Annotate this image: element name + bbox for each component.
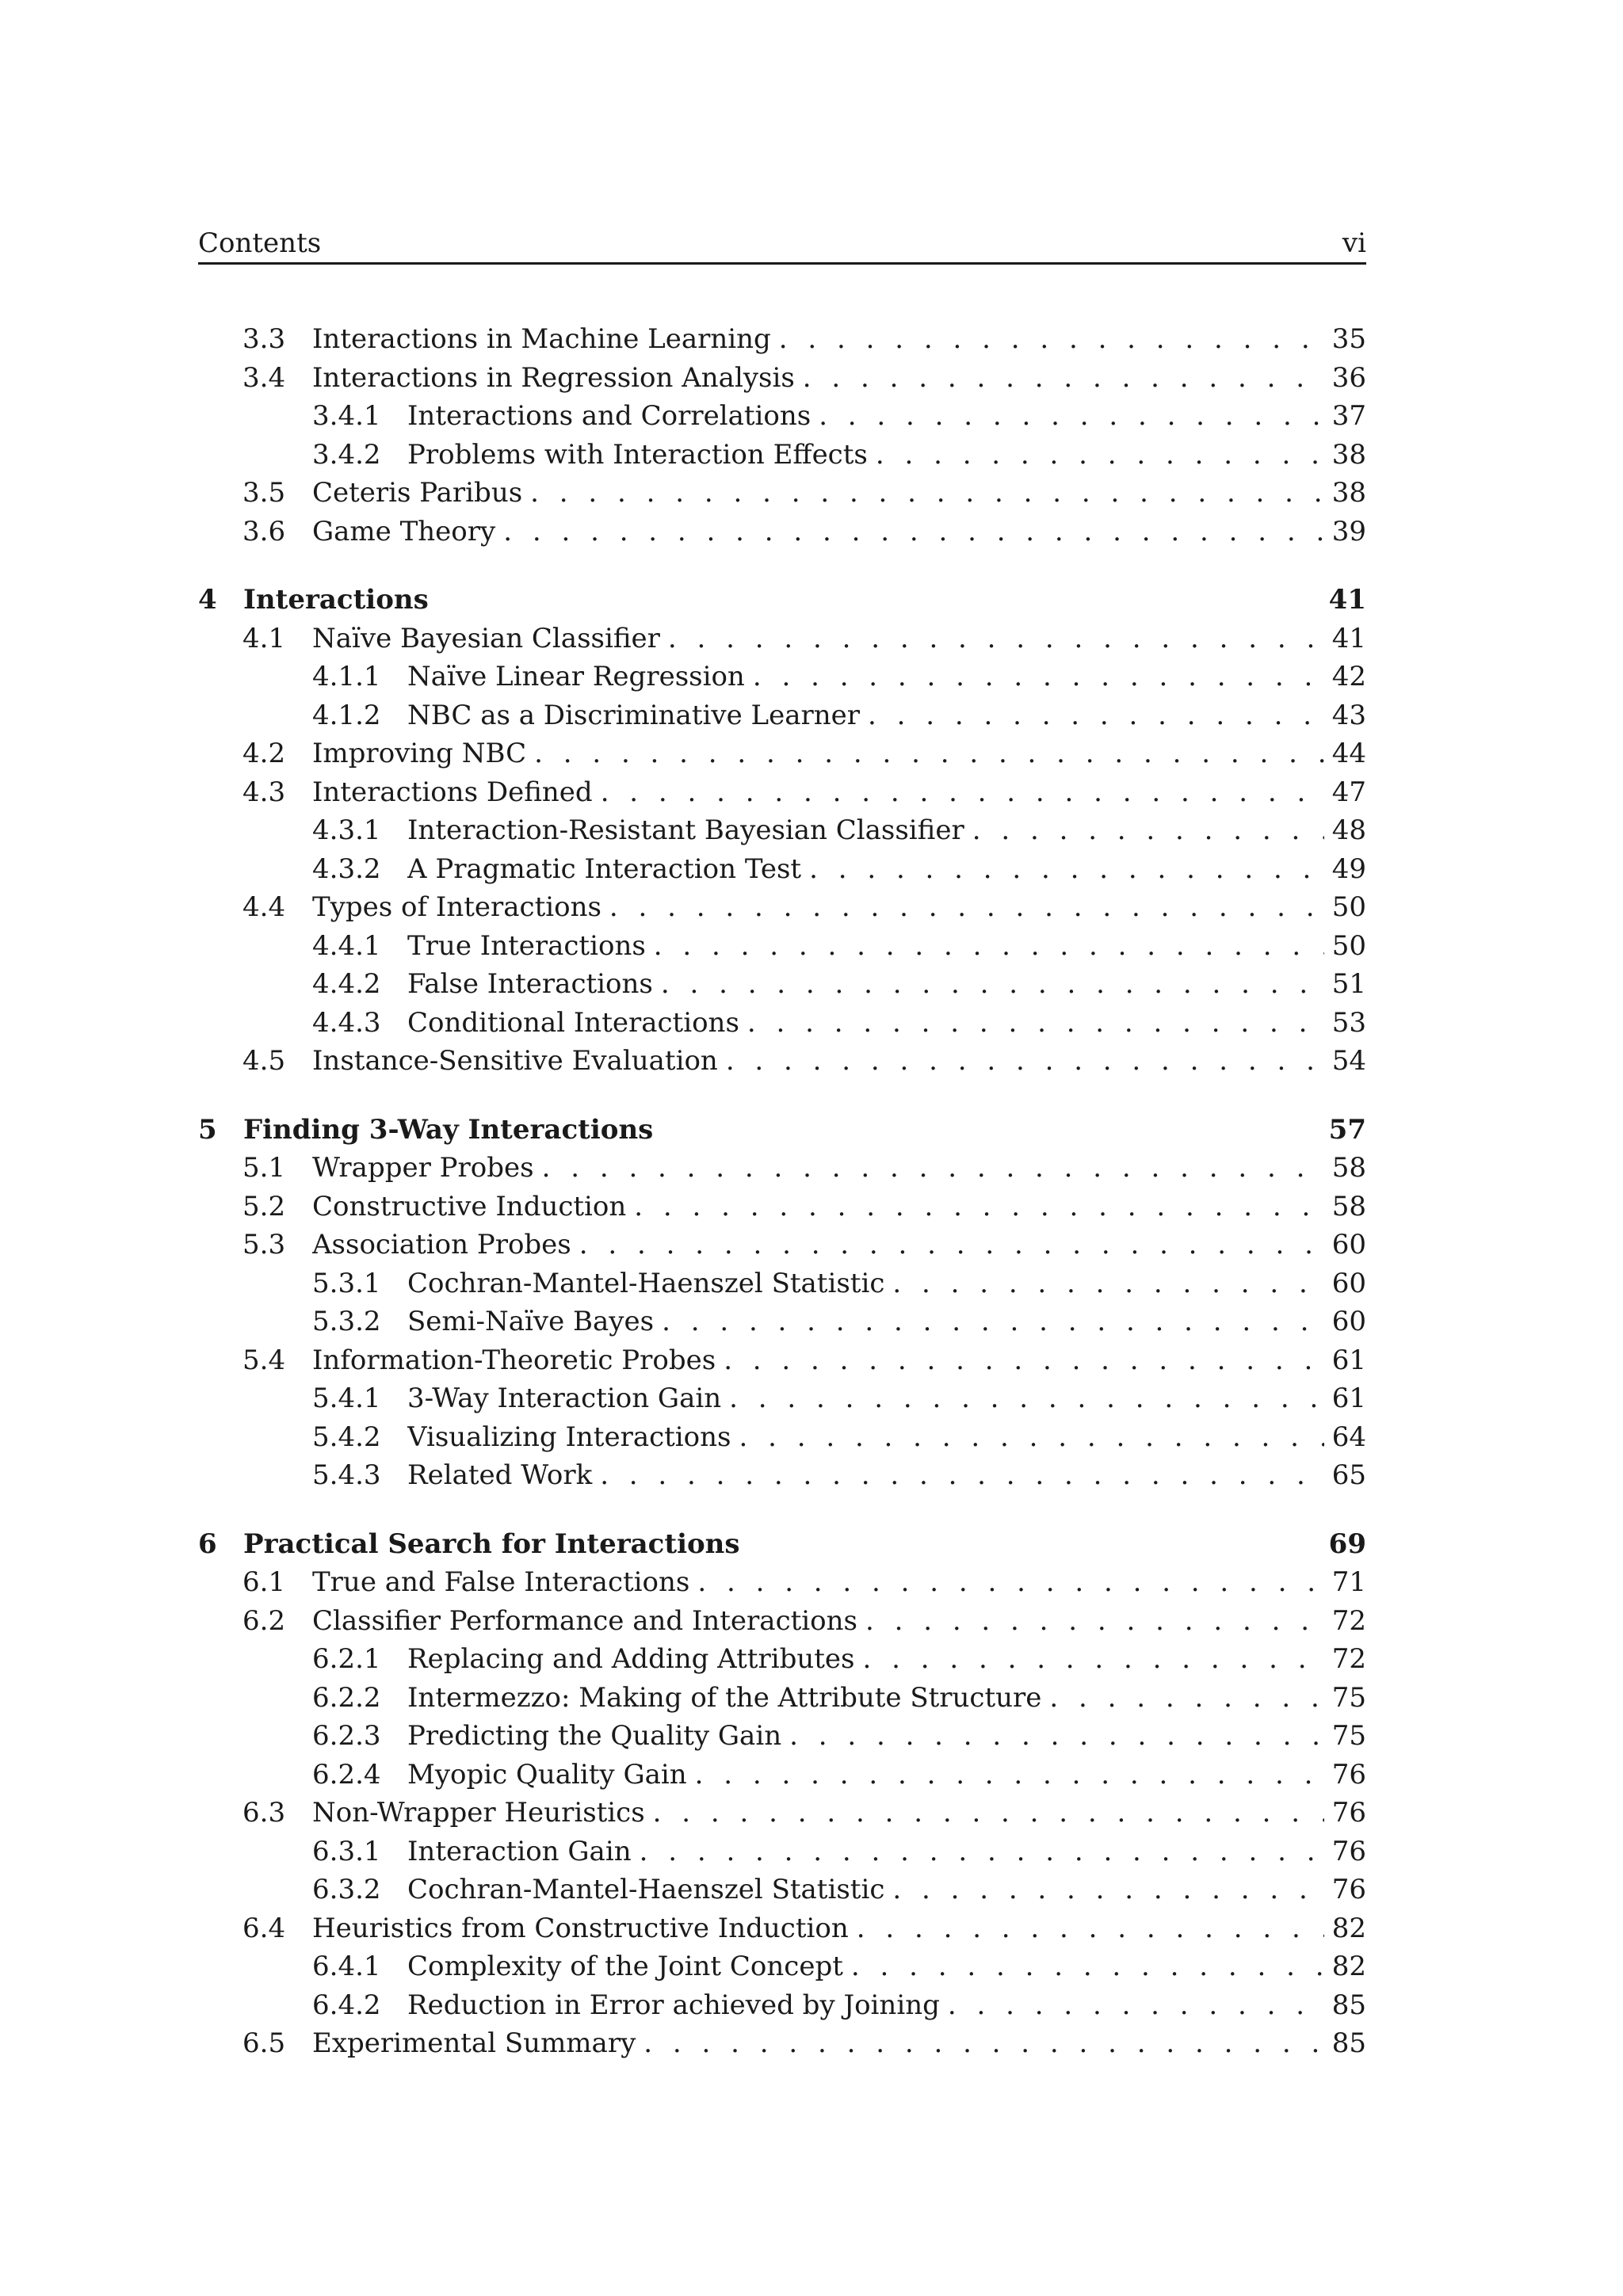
toc-entry-title-wrap [243,1111,1329,1150]
toc-entry-page: 75 [1331,1681,1366,1714]
toc-entry-section[interactable] [198,773,1366,812]
toc-entry-page: 85 [1331,1989,1366,2021]
toc-entry-number: 5.4.1 [312,1383,381,1414]
toc-entry-title-wrap [312,359,1332,398]
toc-entry-page: 58 [1331,1190,1366,1222]
toc-entry-number: 4.5 [242,1045,286,1077]
toc-entry-subsection[interactable] [198,397,1366,436]
toc-entry-title: Instance-Sensitive Evaluation [312,1045,718,1077]
toc-entry-page: 60 [1331,1267,1366,1299]
toc-entry-title-wrap [312,1188,1332,1226]
toc-entry-page: 76 [1331,1797,1366,1829]
toc-entry-title-wrap [407,658,1332,696]
toc-entry-title: Improving NBC [312,738,527,769]
toc-entry-title: Heuristics from Constructive Induction [312,1912,849,1944]
toc-entry-number: 4.3 [242,776,286,808]
toc-entry-page: 65 [1331,1459,1366,1491]
toc-entry-section[interactable] [198,1341,1366,1380]
toc-entry-subsection[interactable] [198,965,1366,1004]
toc-entry-title-wrap [407,1679,1332,1718]
toc-entry-number: 3.5 [242,477,286,509]
toc-entry-number: 3.4.1 [312,400,381,432]
toc-entry-page: 51 [1331,968,1366,1000]
toc-entry-title-wrap [312,773,1332,812]
toc-entry-title: Cochran-Mantel-Haenszel Statistic [407,1874,885,1905]
toc-entry-page: 47 [1331,776,1366,808]
toc-entry-title: Ceteris Paribus [312,477,523,509]
toc-entry-number: 6.3.2 [312,1874,381,1905]
toc-entry-title: Visualizing Interactions [407,1421,731,1453]
toc-entry-title: Semi-Naïve Bayes [407,1306,655,1337]
toc-entry-chapter[interactable] [198,581,1366,620]
toc-entry-page: 72 [1331,1643,1366,1675]
toc-entry-page: 85 [1331,2027,1366,2059]
toc-entry-section[interactable] [198,1042,1366,1081]
chapter-spacer [198,551,1366,581]
toc-entry-number: 4.1 [242,622,286,654]
toc-entry-page: 35 [1331,323,1366,355]
toc-entry-title: Association Probes [312,1229,571,1261]
toc-entry-section[interactable] [198,320,1366,359]
toc-entry-title: Types of Interactions [312,891,601,923]
dot-leader [661,965,1324,1004]
toc-entry-title: Interaction Gain [407,1835,632,1867]
toc-entry-subsection[interactable] [198,696,1366,735]
dot-leader [634,1188,1323,1226]
toc-entry-title: Interactions in Machine Learning [312,323,771,355]
toc-entry-subsection[interactable] [198,1986,1366,2025]
toc-entry-number: 3.3 [242,323,286,355]
toc-entry-title-wrap [407,696,1332,735]
toc-entry-number: 4.3.2 [312,852,381,885]
toc-entry-title: Reduction in Error achieved by Joining [407,1989,940,2021]
toc-entry-title: Interaction-Resistant Bayesian Classifier [407,814,964,846]
toc-entry-title: Replacing and Adding Attributes [407,1643,855,1675]
running-head-title: Contents [198,227,322,259]
toc-entry-page: 49 [1331,852,1366,885]
toc-entry-subsection[interactable] [198,1264,1366,1303]
toc-entry-page: 54 [1331,1045,1366,1077]
toc-entry-number: 5.4.2 [312,1421,381,1453]
toc-entry-section[interactable] [198,1909,1366,1948]
toc-entry-subsection[interactable] [198,1004,1366,1043]
dot-leader [747,1004,1324,1043]
toc-entry-title: A Pragmatic Interaction Test [407,852,802,885]
toc-entry-subsection[interactable] [198,1640,1366,1679]
toc-entry-title: Naïve Linear Regression [407,661,745,692]
toc-entry-title-wrap [243,1525,1329,1564]
dot-leader [534,734,1324,773]
toc-entry-title: Information-Theoretic Probes [312,1344,716,1376]
toc-entry-number: 6.3.1 [312,1835,381,1867]
toc-entry-section[interactable] [198,1188,1366,1226]
toc-entry-page: 41 [1328,584,1366,616]
toc-entry-title-wrap [407,1871,1332,1909]
toc-entry-title: Classifier Performance and Interactions [312,1604,857,1637]
toc-entry-page: 43 [1331,699,1366,731]
toc-entry-page: 41 [1331,622,1366,654]
toc-entry-page: 76 [1331,1874,1366,1905]
toc-entry-title-wrap [407,927,1332,966]
toc-entry-title-wrap [312,1042,1332,1081]
dot-leader [724,1341,1324,1380]
toc-entry-number: 4 [198,584,217,616]
dot-leader [662,1302,1324,1341]
dot-leader [948,1986,1324,2025]
toc-entry-section[interactable] [198,734,1366,773]
toc-entry-title-wrap [407,1833,1332,1871]
toc-entry-page: 50 [1331,929,1366,962]
dot-leader [779,320,1324,359]
dot-leader [1049,1679,1323,1718]
dot-leader [803,359,1324,398]
dot-leader [819,397,1324,436]
toc-entry-title: NBC as a Discriminative Learner [407,699,860,731]
toc-entry-number: 4.2 [242,738,286,769]
toc-entry-subsection[interactable] [198,1717,1366,1756]
dot-leader [809,850,1324,889]
toc-entry-title: Finding 3-Way Interactions [243,1113,654,1146]
toc-entry-title: Non-Wrapper Heuristics [312,1797,645,1829]
toc-entry-subsection[interactable] [198,1679,1366,1718]
dot-leader [851,1947,1324,1986]
toc-entry-subsection[interactable] [198,1418,1366,1457]
toc-entry-title-wrap [407,1456,1332,1495]
toc-entry-subsection[interactable] [198,811,1366,850]
toc-entry-number: 5.1 [242,1152,286,1184]
dot-leader [729,1379,1324,1418]
dot-leader [640,1833,1324,1871]
toc-entry-section[interactable] [198,513,1366,551]
toc-entry-title: False Interactions [407,968,653,1000]
dot-leader [865,1602,1324,1641]
toc-entry-page: 37 [1331,400,1366,432]
dot-leader [876,436,1324,475]
toc-entry-title-wrap [243,581,1329,620]
toc-entry-number: 4.3.1 [312,814,381,846]
toc-entry-title: Related Work [407,1459,593,1491]
dot-leader [863,1640,1324,1679]
toc-entry-title-wrap [312,1149,1332,1188]
dot-leader [609,888,1324,927]
toc-entry-number: 6.2 [242,1604,286,1637]
toc-entry-page: 39 [1331,515,1366,547]
toc-entry-number: 4.4.1 [312,929,381,962]
toc-entry-section[interactable] [198,2024,1366,2063]
toc-entry-number: 4.1.1 [312,661,381,692]
toc-entry-number: 4.4 [242,891,286,923]
toc-entry-title-wrap [407,1004,1332,1043]
toc-entry-page: 36 [1331,361,1366,394]
toc-entry-number: 5.2 [242,1190,286,1222]
toc-entry-page: 61 [1331,1344,1366,1376]
toc-entry-page: 71 [1331,1566,1366,1598]
toc-entry-subsection[interactable] [198,1379,1366,1418]
toc-entry-page: 76 [1331,1835,1366,1867]
dot-leader [668,620,1324,658]
toc-entry-title: Interactions and Correlations [407,400,812,432]
toc-entry-page: 50 [1331,891,1366,923]
dot-leader [753,658,1324,696]
toc-entry-title-wrap [407,965,1332,1004]
toc-entry-title-wrap [312,1341,1332,1380]
toc-entry-number: 6.4.2 [312,1989,381,2021]
toc-entry-number: 6.4.1 [312,1951,381,1982]
toc-entry-title-wrap [407,1947,1332,1986]
toc-entry-number: 3.4.2 [312,438,381,471]
toc-entry-title-wrap [312,734,1332,773]
toc-entry-page: 82 [1331,1951,1366,1982]
toc-entry-title-wrap [407,1302,1332,1341]
toc-entry-page: 82 [1331,1912,1366,1944]
toc-entry-chapter[interactable] [198,1525,1366,1564]
dot-leader [654,927,1324,966]
dot-leader [542,1149,1324,1188]
dot-leader [697,1563,1323,1602]
dot-leader [726,1042,1324,1081]
toc-entry-section[interactable] [198,1794,1366,1833]
toc-entry-subsection[interactable] [198,1302,1366,1341]
toc-entry-title: Interactions [243,584,429,616]
dot-leader [695,1756,1324,1794]
toc-entry-page: 42 [1331,661,1366,692]
dot-leader [601,773,1324,812]
dot-leader [530,474,1324,513]
toc-entry-title-wrap [407,1717,1332,1756]
toc-entry-title: True Interactions [407,929,646,962]
toc-entry-section[interactable] [198,1149,1366,1188]
toc-entry-page: 44 [1331,738,1366,769]
toc-entry-title-wrap [312,2024,1332,2063]
toc-entry-title-wrap [312,320,1332,359]
dot-leader [857,1909,1324,1948]
page-number: vi [1342,227,1366,259]
toc-entry-title: Constructive Induction [312,1190,627,1222]
toc-entry-title: Predicting the Quality Gain [407,1720,782,1752]
toc-entry-subsection[interactable] [198,1947,1366,1986]
toc-entry-number: 6.2.2 [312,1681,381,1714]
toc-entry-number: 4.1.2 [312,699,381,731]
toc-entry-number: 5.3 [242,1229,286,1261]
toc-entry-title-wrap [407,1640,1332,1679]
toc-entry-page: 38 [1331,477,1366,509]
dot-leader [600,1456,1324,1495]
toc-entry-number: 6.2.1 [312,1643,381,1675]
toc-entry-title-wrap [407,397,1332,436]
dot-leader [643,2024,1323,2063]
toc-entry-title-wrap [312,1794,1332,1833]
toc-entry-number: 5.3.1 [312,1267,381,1299]
toc-entry-section[interactable] [198,620,1366,658]
toc-entry-number: 6.4 [242,1912,286,1944]
toc-entry-title-wrap [312,474,1332,513]
dot-leader [789,1717,1324,1756]
toc-entry-title: Problems with Interaction Effects [407,438,868,471]
toc-entry-number: 4.4.2 [312,968,381,1000]
toc-entry-number: 5 [198,1113,217,1146]
toc-entry-number: 4.4.3 [312,1006,381,1039]
toc-entry-page: 60 [1331,1306,1366,1337]
toc-entry-title-wrap [312,1226,1332,1264]
toc-entry-title: Wrapper Probes [312,1152,534,1184]
toc-entry-title-wrap [407,1756,1332,1794]
toc-entry-title-wrap [312,1563,1332,1602]
toc-entry-subsection[interactable] [198,927,1366,966]
toc-entry-page: 58 [1331,1152,1366,1184]
dot-leader [579,1226,1324,1264]
toc-entry-section[interactable] [198,474,1366,513]
toc-entry-subsection[interactable] [198,850,1366,889]
toc-entry-title: Naïve Bayesian Classifier [312,622,660,654]
toc-entry-subsection[interactable] [198,1456,1366,1495]
toc-entry-section[interactable] [198,888,1366,927]
toc-entry-title: Cochran-Mantel-Haenszel Statistic [407,1267,885,1299]
toc-entry-page: 61 [1331,1383,1366,1414]
toc-entry-title-wrap [407,811,1332,850]
dot-leader [653,1794,1324,1833]
toc-entry-section[interactable] [198,1563,1366,1602]
toc-entry-section[interactable] [198,359,1366,398]
dot-leader [892,1264,1323,1303]
toc-entry-title: Practical Search for Interactions [243,1527,740,1560]
toc-entry-number: 5.4 [242,1344,286,1376]
toc-entry-page: 69 [1328,1527,1366,1560]
toc-entry-subsection[interactable] [198,1833,1366,1871]
page-header [198,223,1366,265]
toc-entry-subsection[interactable] [198,1871,1366,1909]
toc-entry-number: 5.3.2 [312,1306,381,1337]
toc-entry-title-wrap [407,1264,1332,1303]
chapter-spacer [198,1495,1366,1525]
dot-leader [868,696,1324,735]
dot-leader [972,811,1324,850]
toc-entry-number: 6.2.3 [312,1720,381,1752]
toc-entry-title: Conditional Interactions [407,1006,739,1039]
toc-entry-title-wrap [407,1986,1332,2025]
toc-entry-title-wrap [407,1418,1332,1457]
toc-entry-title-wrap [312,620,1332,658]
toc-entry-number: 3.4 [242,361,286,394]
dot-leader [892,1871,1323,1909]
toc-entry-title-wrap [312,513,1332,551]
toc-entry-title: Intermezzo: Making of the Attribute Structure [407,1681,1042,1714]
toc-entry-page: 76 [1331,1758,1366,1791]
toc-entry-section[interactable] [198,1602,1366,1641]
toc-entry-chapter[interactable] [198,1111,1366,1150]
toc-entry-number: 5.4.3 [312,1459,381,1491]
chapter-spacer [198,1081,1366,1111]
toc-entry-title: Myopic Quality Gain [407,1758,687,1791]
dot-leader [739,1418,1323,1457]
toc-entry-title-wrap [312,1602,1332,1641]
toc-entry-page: 64 [1331,1421,1366,1453]
toc-entry-title-wrap [407,436,1332,475]
toc-entry-page: 53 [1331,1006,1366,1039]
toc-entry-title: Experimental Summary [312,2027,636,2059]
table-of-contents [198,320,1366,2063]
toc-entry-page: 57 [1328,1113,1366,1146]
toc-entry-page: 60 [1331,1229,1366,1261]
dot-leader [503,513,1324,551]
toc-entry-title: Complexity of the Joint Concept [407,1951,843,1982]
toc-entry-number: 3.6 [242,515,286,547]
toc-entry-title: Game Theory [312,515,496,547]
toc-entry-subsection[interactable] [198,436,1366,475]
toc-entry-number: 6.3 [242,1797,286,1829]
toc-entry-title: 3-Way Interaction Gain [407,1383,722,1414]
toc-entry-number: 6.1 [242,1566,286,1598]
toc-entry-page: 48 [1331,814,1366,846]
toc-entry-section[interactable] [198,1226,1366,1264]
toc-entry-title-wrap [312,1909,1332,1948]
toc-entry-title: Interactions Defined [312,776,593,808]
toc-entry-number: 6 [198,1527,217,1560]
toc-entry-title-wrap [407,850,1332,889]
toc-entry-page: 75 [1331,1720,1366,1752]
toc-entry-title-wrap [407,1379,1332,1418]
toc-entry-title-wrap [312,888,1332,927]
toc-entry-subsection[interactable] [198,658,1366,696]
toc-entry-title: True and False Interactions [312,1566,690,1598]
toc-entry-page: 72 [1331,1604,1366,1637]
toc-entry-title: Interactions in Regression Analysis [312,361,795,394]
toc-entry-subsection[interactable] [198,1756,1366,1794]
toc-entry-page: 38 [1331,438,1366,471]
toc-entry-number: 6.5 [242,2027,286,2059]
toc-entry-number: 6.2.4 [312,1758,381,1791]
